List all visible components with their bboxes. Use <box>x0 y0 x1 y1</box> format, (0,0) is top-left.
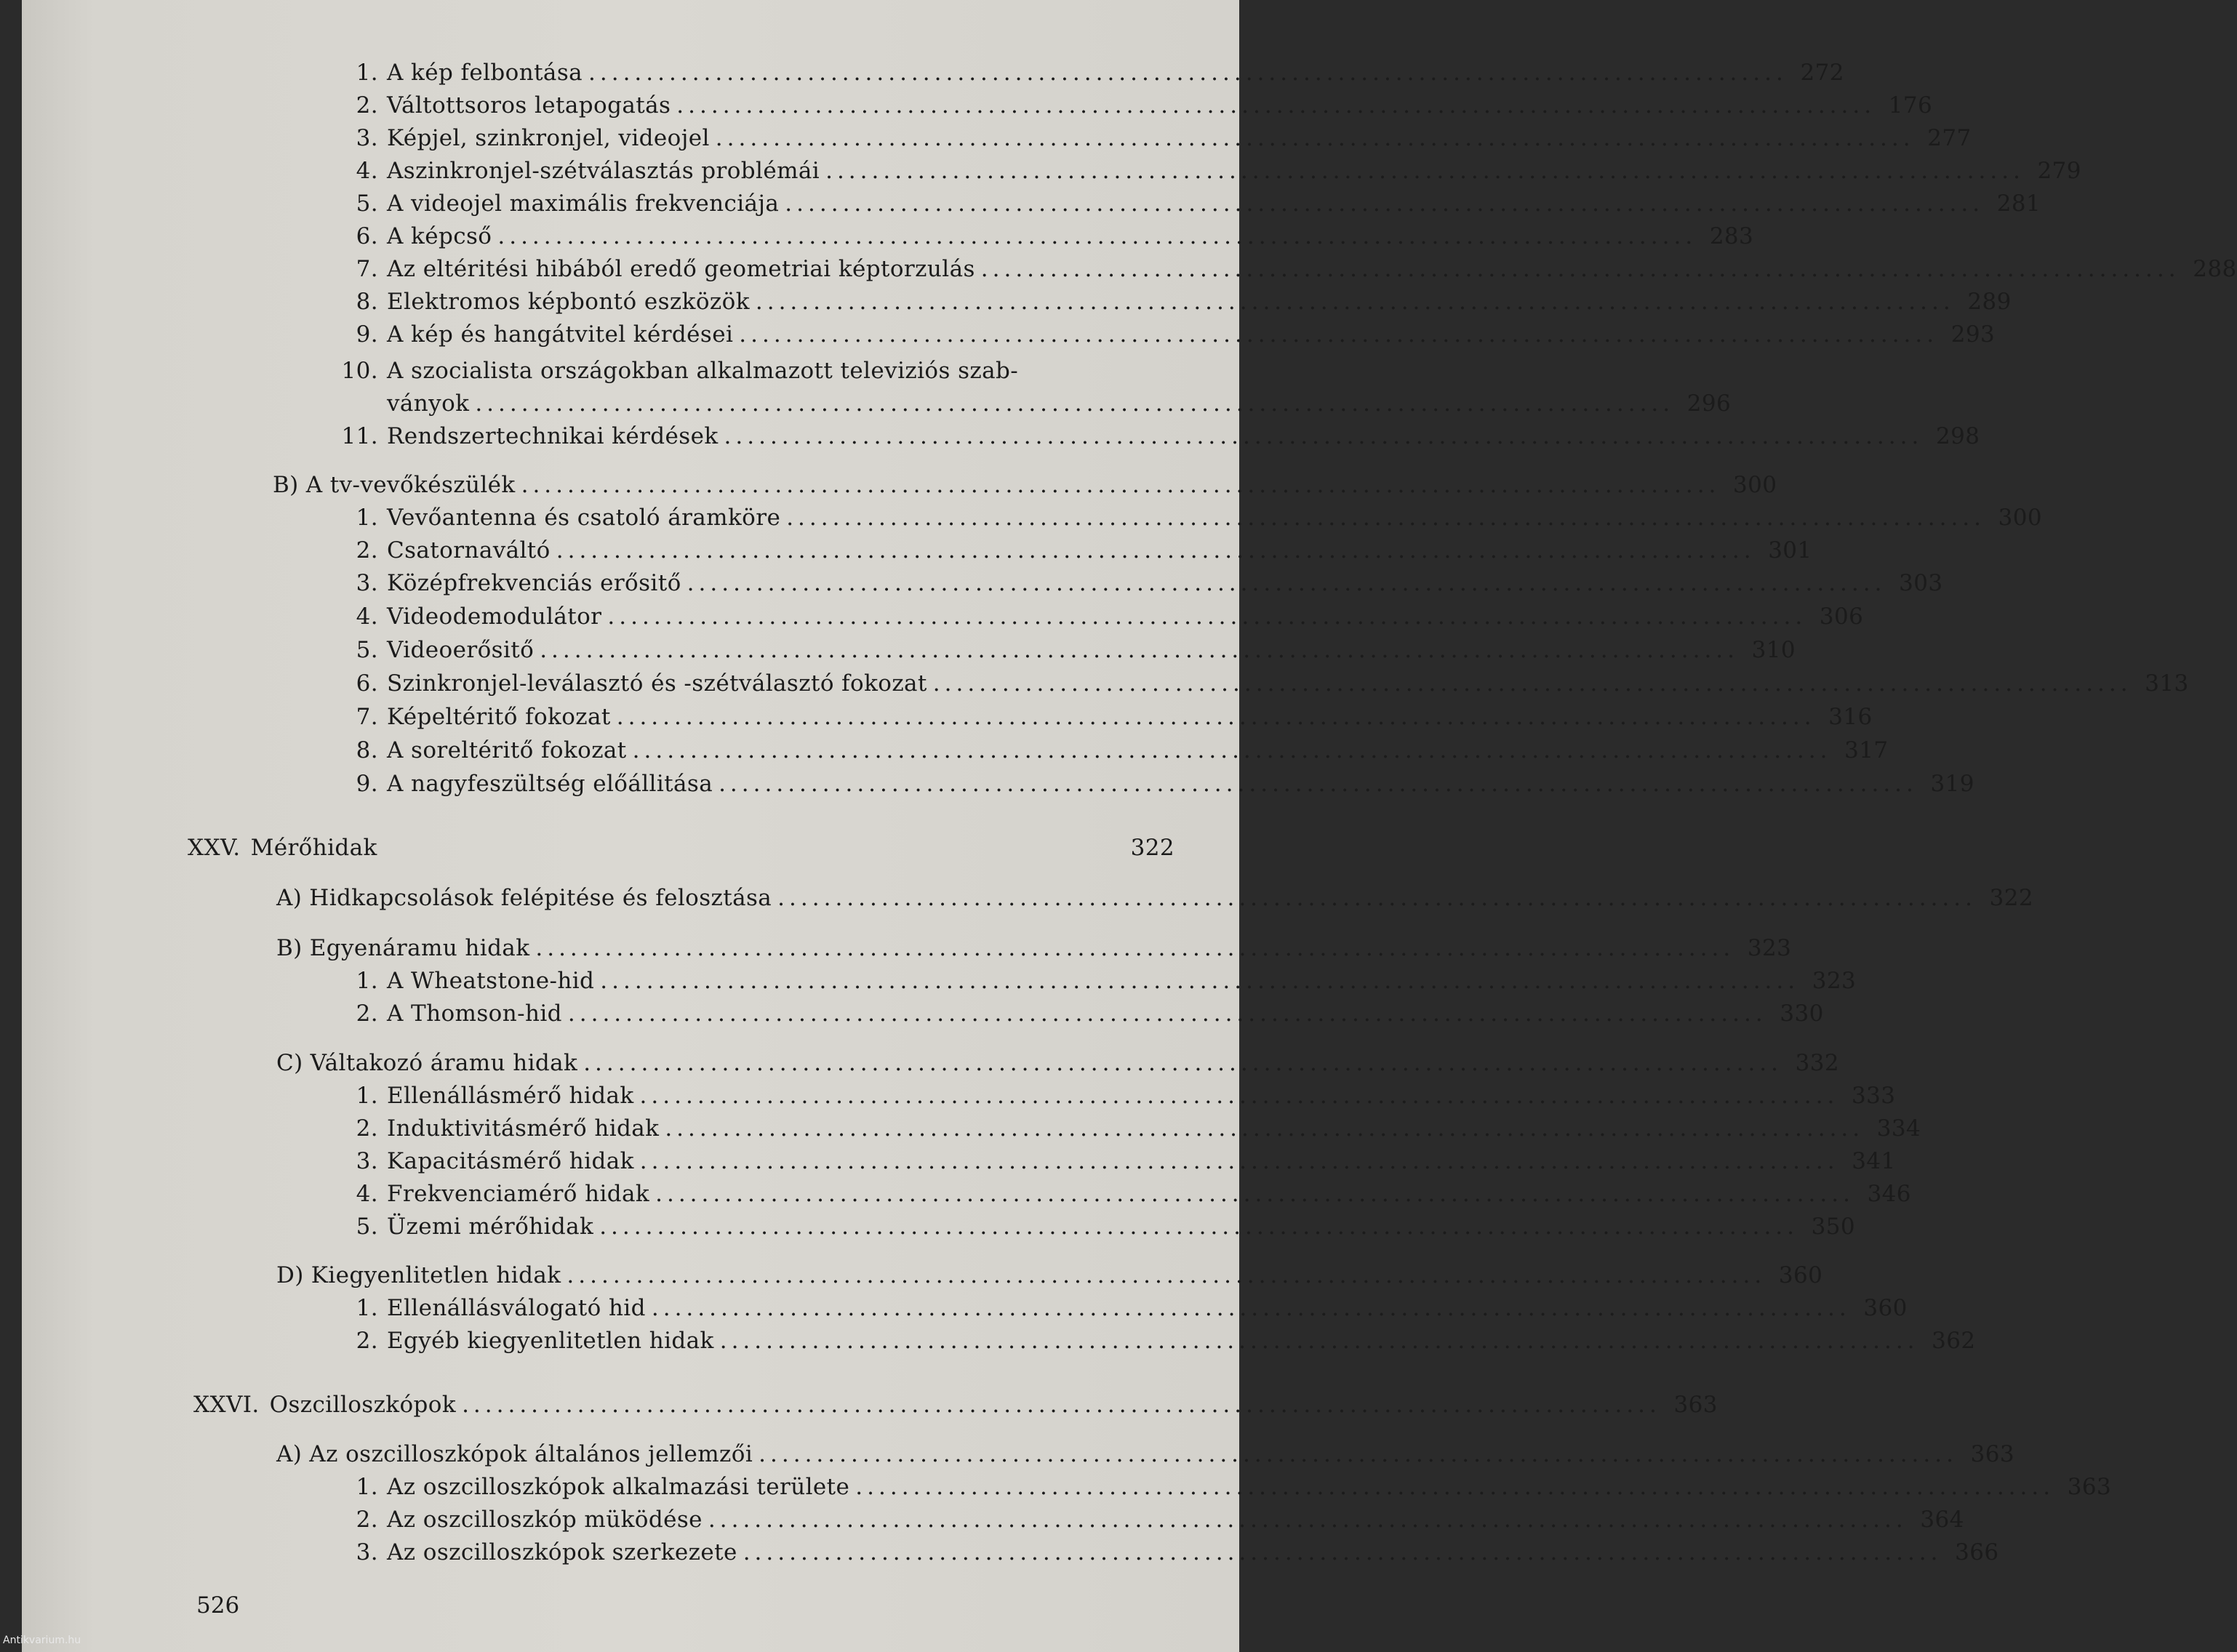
toc-entry <box>327 89 1933 121</box>
entry-number: 6. <box>356 670 378 697</box>
entry-page: 323 <box>1747 935 1792 961</box>
leader-dots: ........................................................................................................ <box>567 1262 1766 1288</box>
toc-entry <box>327 601 1864 633</box>
entry-page: 323 <box>1812 968 1857 994</box>
entry-page: 316 <box>1828 704 1873 730</box>
entry-number: 6. <box>356 223 378 249</box>
entry-title: Üzemi mérőhidak <box>387 1214 594 1240</box>
toc-entry <box>327 318 1996 350</box>
entry-title: Ellenállásmérő hidak <box>387 1083 634 1109</box>
entry-title: A soreltéritő fokozat <box>387 737 627 763</box>
entry-page: 364 <box>1920 1507 1964 1533</box>
entry-page: 334 <box>1876 1115 1921 1142</box>
entry-page: 346 <box>1867 1181 1911 1207</box>
entry-title: Középfrekvenciás erősitő <box>387 570 681 596</box>
entry-number: 2. <box>356 1001 378 1027</box>
entry-page: 341 <box>1852 1148 1896 1174</box>
toc-section-entry <box>273 469 1777 501</box>
entry-page: 366 <box>1955 1539 1999 1565</box>
entry-page: 301 <box>1768 537 1812 564</box>
leader-dots: ........................................................................................................ <box>497 223 1697 249</box>
entry-page: 279 <box>2037 158 2081 184</box>
leader-dots: ........................................................................................................ <box>980 256 2180 282</box>
leader-dots: ........................................................................................................ <box>556 537 1756 564</box>
leader-dots: ........................................................................................................ <box>655 1181 1854 1207</box>
leader-dots: ........................................................................................................ <box>639 1083 1839 1109</box>
watermark: Antikvarium.hu <box>3 1635 81 1646</box>
toc-entry <box>327 388 1732 420</box>
entry-number: 7. <box>356 256 378 282</box>
entry-page: 289 <box>1967 289 2012 315</box>
entry-title: Képjel, szinkronjel, videojel <box>387 125 710 151</box>
toc-entry <box>327 1178 1911 1210</box>
leader-dots: ........................................................................................................ <box>676 92 1876 119</box>
toc-entry <box>327 286 2012 318</box>
entry-title: A kép és hangátvitel kérdései <box>387 321 734 348</box>
leader-dots: ........................................................................................................ <box>588 60 1788 86</box>
entry-title: Videodemodulátor <box>387 604 602 630</box>
entry-page: 333 <box>1852 1083 1896 1109</box>
toc-chapter-entry <box>193 1389 1718 1421</box>
toc-entry <box>327 1145 1896 1177</box>
toc-chapter-entry <box>188 832 1174 864</box>
entry-number: 4. <box>356 604 378 630</box>
leader-dots: ........................................................................................................ <box>475 390 1675 417</box>
entry-title: Képeltéritő fokozat <box>387 704 611 730</box>
entry-page: 296 <box>1686 390 1732 417</box>
entry-number: 5. <box>356 1214 378 1240</box>
entry-number: A) <box>276 885 303 911</box>
entry-page: 350 <box>1811 1214 1856 1240</box>
leader-dots: ........................................................................................................ <box>687 570 1886 596</box>
entry-page: 363 <box>1673 1392 1718 1418</box>
entry-page: 300 <box>1998 505 2043 531</box>
toc-entry <box>327 253 2237 285</box>
leader-dots: ........................................................................................................ <box>759 1441 1958 1467</box>
leader-dots: ........................................................................................................ <box>462 1392 1661 1418</box>
leader-dots: ........................................................................................................ <box>786 505 1986 531</box>
leader-dots: ........................................................................................................ <box>755 289 1955 315</box>
leader-dots: ........................................................................................................ <box>535 935 1735 961</box>
entry-title: Egyéb kiegyenlitetlen hidak <box>387 1328 714 1354</box>
toc-entry <box>327 188 2041 220</box>
leader-dots: ........................................................................................................ <box>724 423 1924 449</box>
entry-title: Váltakozó áramu hidak <box>310 1050 578 1076</box>
toc-entry <box>327 155 2081 187</box>
entry-number: 3. <box>356 125 378 151</box>
leader-dots: ........................................................................................................ <box>599 1214 1799 1240</box>
leader-dots: ........................................................................................................ <box>583 1050 1783 1076</box>
entry-title: Az oszcilloszkópok szerkezete <box>387 1539 737 1565</box>
entry-number: 4. <box>356 1181 378 1207</box>
entry-title: A szocialista országokban alkalmazott televiziós szab- <box>387 358 1019 384</box>
entry-title: Vevőantenna és csatoló áramköre <box>387 505 781 531</box>
toc-entry <box>327 701 1873 733</box>
entry-number: A) <box>276 1441 303 1467</box>
entry-title: A videojel maximális frekvenciája <box>387 191 780 217</box>
entry-title: Mérőhidak <box>250 835 377 861</box>
entry-page: 319 <box>1930 771 1974 797</box>
entry-page: 281 <box>1996 191 2041 217</box>
leader-dots: ........................................................................................................ <box>521 472 1721 498</box>
entry-page: 277 <box>1927 125 1972 151</box>
entry-title: A Thomson-hid <box>387 1001 562 1027</box>
entry-page: 306 <box>1819 604 1864 630</box>
entry-title: A kép felbontása <box>387 60 583 86</box>
toc-entry <box>327 122 1972 154</box>
entry-number: 4. <box>356 158 378 184</box>
entry-title: Hidkapcsolások felépitése és felosztása <box>309 885 772 911</box>
entry-page: 310 <box>1751 637 1796 663</box>
entry-title: A Wheatstone-hid <box>387 968 595 994</box>
leader-dots: ........................................................................................................ <box>739 321 1939 348</box>
toc-entry <box>327 355 1174 387</box>
toc-entry <box>327 567 1943 599</box>
entry-number: D) <box>276 1262 304 1288</box>
entry-number: 3. <box>356 1539 378 1565</box>
entry-page: 300 <box>1733 472 1777 498</box>
entry-number: 1. <box>356 505 378 531</box>
leader-dots: ........................................................................................................ <box>639 1148 1839 1174</box>
entry-number: 1. <box>356 968 378 994</box>
entry-title: ványok <box>387 390 470 417</box>
leader-dots: ........................................................................................................ <box>632 737 1832 763</box>
entry-number: C) <box>276 1050 303 1076</box>
entry-number: 8. <box>356 289 378 315</box>
leader-dots: ........................................................................................................ <box>607 604 1807 630</box>
entry-title: Kapacitásmérő hidak <box>387 1148 634 1174</box>
entry-page: 322 <box>1130 835 1174 861</box>
toc-entry <box>327 965 1857 997</box>
entry-number: 9. <box>356 321 378 348</box>
entry-number: 5. <box>356 191 378 217</box>
entry-title: Kiegyenlitetlen hidak <box>311 1262 561 1288</box>
entry-number: 8. <box>356 737 378 763</box>
table-of-contents <box>22 0 2237 1652</box>
entry-number: 3. <box>356 570 378 596</box>
toc-entry <box>327 220 1754 252</box>
entry-number: 5. <box>356 637 378 663</box>
entry-title: Az oszcilloszkóp müködése <box>387 1507 703 1533</box>
entry-number: 2. <box>356 1115 378 1142</box>
entry-title: Rendszertechnikai kérdések <box>387 423 719 449</box>
entry-title: Frekvenciamérő hidak <box>387 1181 650 1207</box>
entry-title: A képcső <box>387 223 492 249</box>
entry-number: 2. <box>356 1507 378 1533</box>
leader-dots: ........................................................................................................ <box>825 158 2025 184</box>
toc-entry <box>327 1325 1976 1357</box>
toc-entry <box>327 634 1796 666</box>
entry-number: B) <box>276 935 303 961</box>
entry-title: Elektromos képbontó eszközök <box>387 289 750 315</box>
entry-number: 1. <box>356 60 378 86</box>
entry-title: Az oszcilloszkópok általános jellemzői <box>309 1441 753 1467</box>
toc-section-entry <box>276 1259 1823 1291</box>
entry-title: Váltottsoros letapogatás <box>387 92 671 119</box>
leader-dots: ........................................................................................................ <box>785 191 1985 217</box>
entry-title: Az eltéritési hibából eredő geometriai képtorzulás <box>387 256 975 282</box>
entry-title: Szinkronjel-leválasztó és -szétválasztó fokozat <box>387 670 927 697</box>
leader-dots: ........................................................................................................ <box>540 637 1740 663</box>
toc-entry <box>327 1112 1921 1144</box>
entry-page: 360 <box>1778 1262 1823 1288</box>
entry-page: 360 <box>1863 1295 1908 1321</box>
leader-dots: ........................................................................................................ <box>600 968 1800 994</box>
entry-page: 283 <box>1709 223 1754 249</box>
leader-dots: ........................................................................................................ <box>719 771 1918 797</box>
leader-dots: ........................................................................................................ <box>708 1507 1908 1533</box>
entry-title: Oszcilloszkópok <box>269 1392 457 1418</box>
entry-title: Aszinkronjel-szétválasztás problémái <box>387 158 820 184</box>
leader-dots: ........................................................................................................ <box>777 885 1977 911</box>
book-page <box>22 0 2237 1652</box>
chapter-number: XXV. <box>188 835 241 861</box>
chapter-number: XXVI. <box>193 1392 260 1418</box>
entry-title: Az oszcilloszkópok alkalmazási területe <box>387 1474 850 1500</box>
entry-number: 1. <box>356 1083 378 1109</box>
entry-page: 272 <box>1800 60 1844 86</box>
page-number: 526 <box>196 1592 240 1619</box>
toc-entry <box>327 1080 1896 1112</box>
entry-title: A nagyfeszültség előállitása <box>387 771 713 797</box>
entry-title: Induktivitásmérő hidak <box>387 1115 660 1142</box>
entry-page: 322 <box>1989 885 2033 911</box>
toc-entry <box>327 667 2189 699</box>
entry-page: 298 <box>1935 423 1980 449</box>
entry-page: 303 <box>1899 570 1943 596</box>
toc-entry <box>327 768 1974 800</box>
entry-number: 7. <box>356 704 378 730</box>
toc-entry <box>327 1536 1999 1568</box>
leader-dots: ........................................................................................................ <box>932 670 2132 697</box>
entry-title: Egyenáramu hidak <box>309 935 530 961</box>
entry-number: 1. <box>356 1474 378 1500</box>
entry-title: Csatornaváltó <box>387 537 551 564</box>
leader-dots: ........................................................................................................ <box>665 1115 1865 1142</box>
toc-section-entry <box>276 1438 2014 1470</box>
entry-title: A tv-vevőkészülék <box>305 472 516 498</box>
toc-section-entry <box>276 932 1792 964</box>
entry-number: 2. <box>356 92 378 119</box>
toc-entry <box>327 534 1812 566</box>
leader-dots: ........................................................................................................ <box>651 1295 1851 1321</box>
entry-number: 2. <box>356 1328 378 1354</box>
entry-page: 363 <box>1970 1441 2014 1467</box>
entry-title: Videoerősitő <box>387 637 535 663</box>
entry-number: 2. <box>356 537 378 564</box>
entry-title: Ellenállásválogató hid <box>387 1295 646 1321</box>
toc-entry <box>327 1504 1964 1536</box>
entry-number: 10. <box>341 358 378 384</box>
leader-dots: ........................................................................................................ <box>743 1539 1942 1565</box>
entry-page: 362 <box>1932 1328 1976 1354</box>
toc-entry <box>327 57 1844 89</box>
leader-dots: ........................................................................................................ <box>616 704 1816 730</box>
entry-page: 363 <box>2067 1474 2112 1500</box>
leader-dots: ........................................................................................................ <box>855 1474 2055 1500</box>
entry-page: 313 <box>2145 670 2189 697</box>
entry-page: 293 <box>1950 321 1996 348</box>
leader-dots: ........................................................................................................ <box>715 125 1915 151</box>
leader-dots: ........................................................................................................ <box>719 1328 1919 1354</box>
entry-number: 1. <box>356 1295 378 1321</box>
entry-page: 332 <box>1795 1050 1840 1076</box>
toc-section-entry <box>276 1047 1840 1079</box>
toc-entry <box>327 1471 2112 1503</box>
toc-entry <box>327 502 2043 534</box>
toc-entry <box>327 1211 1856 1243</box>
entry-number: 9. <box>356 771 378 797</box>
entry-number: 11. <box>341 423 378 449</box>
entry-page: 288 <box>2193 256 2237 282</box>
toc-entry <box>327 420 1980 452</box>
entry-number: B) <box>273 472 299 498</box>
toc-entry <box>327 734 1889 766</box>
toc-entry <box>327 998 1824 1030</box>
toc-entry <box>327 1292 1908 1324</box>
leader-dots: ........................................................................................................ <box>567 1001 1767 1027</box>
entry-page: 176 <box>1888 92 1933 119</box>
entry-page: 317 <box>1844 737 1889 763</box>
entry-page: 330 <box>1780 1001 1824 1027</box>
toc-section-entry <box>276 882 2033 914</box>
entry-number: 3. <box>356 1148 378 1174</box>
